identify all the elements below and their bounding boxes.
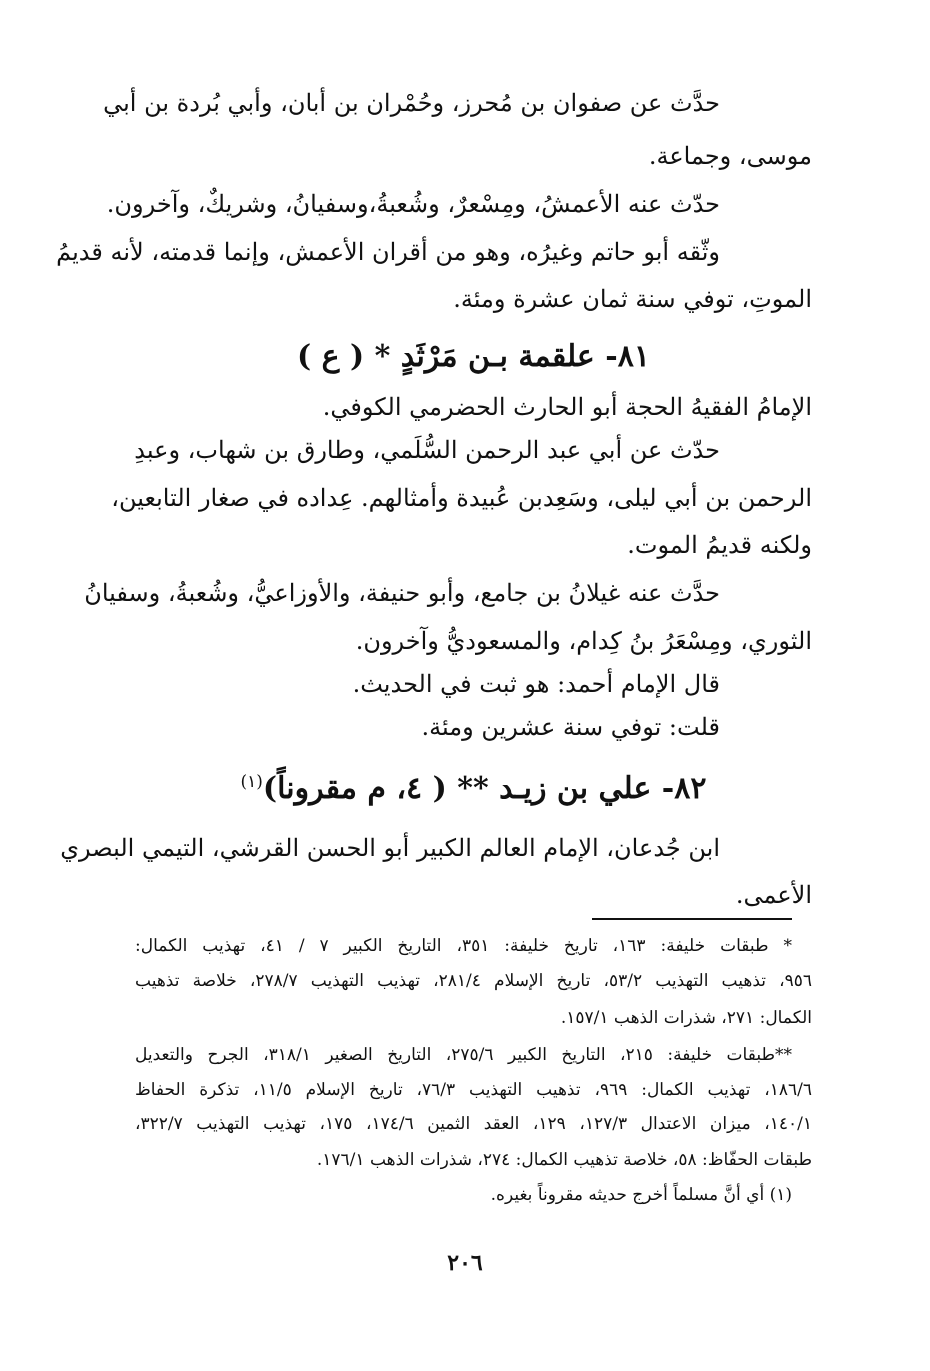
entry81-line-7: قال الإمام أحمد: هو ثبت في الحديث. (352, 670, 720, 698)
footnote-separator (592, 918, 792, 920)
entry80-line-3: حدّث عنه الأعمشُ، ومِسْعرٌ، وشُعبةُ،وسفيانُ، وشريكٌ، وآخرون. (106, 190, 720, 218)
footnote-line-7: طبقات الحفّاظ: ٥٨، خلاصة تذهيب الكمال: ٢٧٤، شذرات الذهب ١٧٦/١. (316, 1150, 812, 1170)
entry81-line-1: الإمامُ الفقيهُ الحجة أبو الحارث الحضرمي الكوفي. (322, 393, 812, 421)
page-number: ٢٠٦ (447, 1250, 483, 1276)
entry82-heading-text: ٨٢- علي بن زيـد ** ( ٤، م مقروناً) (262, 771, 707, 806)
entry82-line-1: ابن جُدعان، الإمام العالم الكبير أبو الحسن القرشي، التيمي البصري (60, 834, 720, 862)
entry81-line-2: حدّث عن أبي عبد الرحمن السُّلَمي، وطارق بن شهاب، وعبدِ (134, 436, 720, 464)
footnote-line-8: (١) أي أنَّ مسلماً أخرج حديثه مقروناً بغيره. (490, 1185, 792, 1205)
footnote-line-2: ٩٥٦، تذهيب التهذيب ٥٣/٢، تاريخ الإسلام ٢٨١/٤، تهذيب التهذيب ٢٧٨/٧، خلاصة تذهيب (135, 971, 813, 991)
footnote-line-6: ١٤٠/١، ميزان الاعتدال ١٢٧/٣، ١٢٩، العقد الثمين ١٧٤/٦، ١٧٥، تهذيب التهذيب ٣٢٢/٧، (135, 1114, 812, 1134)
footnote-line-4: **طبقات خليفة: ٢١٥، التاريخ الكبير ٢٧٥/٦، التاريخ الصغير ٣١٨/١، الجرح والتعديل (135, 1045, 792, 1065)
entry81-line-3: الرحمن بن أبي ليلى، وسَعِدبن عُبيدة وأمثالهم. عِداده في صغار التابعين، (111, 484, 812, 512)
footnote-ref-1: (١) (240, 772, 263, 792)
footnote-line-1: * طبقات خليفة: ١٦٣، تاريخ خليفة: ٣٥١، التاريخ الكبير ٧ / ٤١، تهذيب الكمال: (135, 936, 792, 956)
entry81-heading: ٨١- علقمة بـن مَرْثَدٍ * ( ع ) (297, 339, 650, 374)
footnote-line-5: ١٨٦/٦، تهذيب الكمال: ٩٦٩، تذهيب التهذيب ٧٦/٣، تاريخ الإسلام ١١/٥، تذكرة الحفاظ (135, 1080, 813, 1100)
entry81-line-8: قلت: توفي سنة عشرين ومئة. (421, 713, 720, 741)
footnote-line-3: الكمال: ٢٧١، شذرات الذهب ١٥٧/١. (560, 1008, 812, 1028)
entry81-line-5: حدَّث عنه غيلانُ بن جامع، وأبو حنيفة، والأوزاعيُّ، وشُعبةُ، وسفيانُ (84, 579, 720, 607)
entry81-line-6: الثوري، ومِسْعَرُ بنُ كِدام، والمسعوديُّ وآخرون. (355, 627, 812, 655)
entry80-line-1: حدَّث عن صفوان بن مُحرز، وحُمْران بن أبان، وأبي بُردة بن أبي (103, 89, 720, 117)
entry82-heading (135, 764, 812, 807)
entry82-line-2: الأعمى. (735, 881, 812, 909)
entry80-line-5: الموتِ، توفي سنة ثمان عشرة ومئة. (453, 285, 812, 313)
entry81-line-4: ولكنه قديمُ الموت. (627, 531, 812, 559)
entry80-line-4: وثّقه أبو حاتم وغيرُه، وهو من أقران الأعمش، وإنما قدمته، لأنه قديمُ (56, 238, 720, 266)
entry80-line-2: موسى، وجماعة. (648, 142, 812, 170)
